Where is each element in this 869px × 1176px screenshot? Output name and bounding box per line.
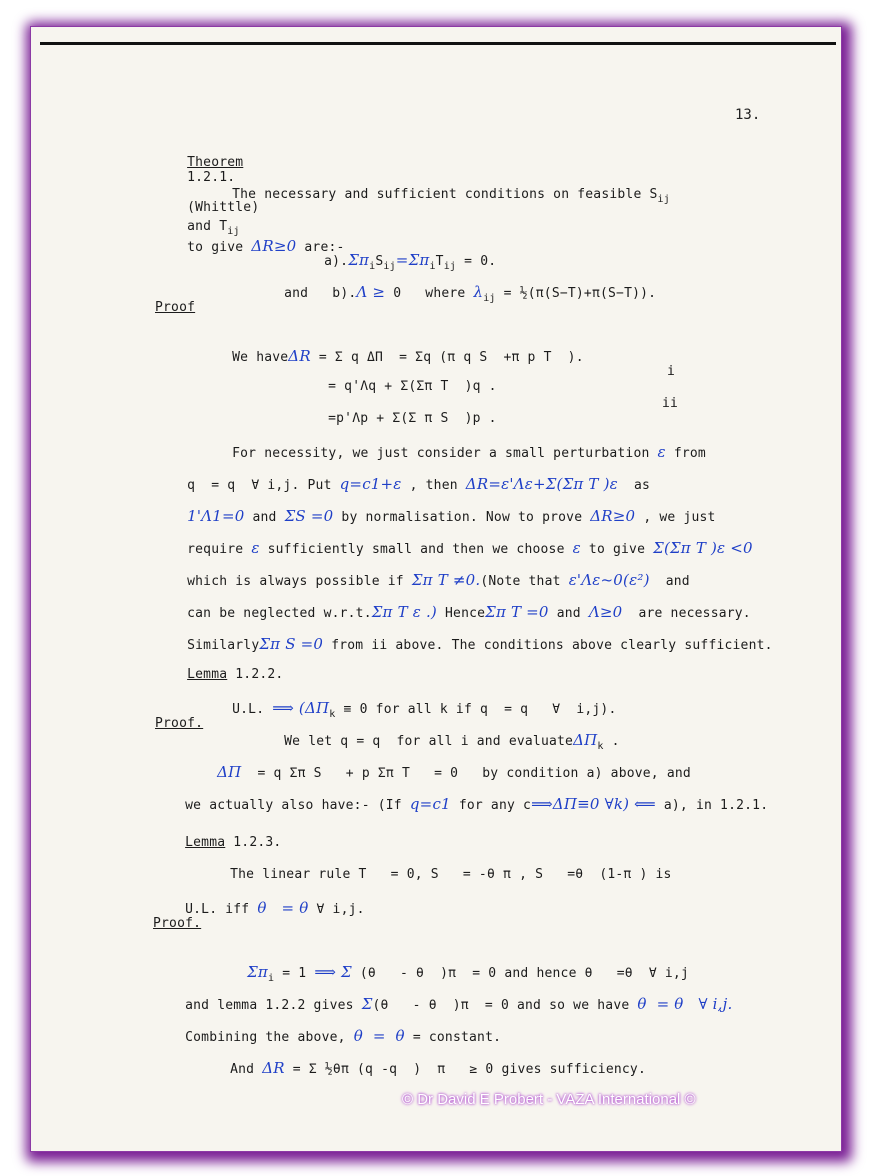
theorem-label: 1.2.1. bbox=[187, 170, 236, 185]
theorem-attribution: (Whittle) bbox=[187, 200, 260, 215]
proof-1-eq-2-tag: i bbox=[667, 364, 676, 379]
proof-1-line-7: SimilarlyΣπ S =0 from ii above. The conditions above clearly sufficient. bbox=[187, 635, 773, 653]
proof-2-line-2: ΔΠ = q Σπ S + p Σπ T = 0 by condition a) above, and bbox=[217, 763, 691, 781]
proof-1-line-4: require ε sufficiently small and then we choose ε to give Σ(Σπ T )ε <0 bbox=[187, 539, 753, 557]
proof-3-line-4: And ΔR = Σ ½θπ (q -q ) π ≥ 0 gives sufficiency. bbox=[230, 1059, 646, 1077]
theorem-intro-line-2: and $T_{ij}$ to give ΔR≥0 are:- bbox=[187, 219, 345, 255]
proof-3-line-1: $\Sigma\pi_i = 1$ ⟹ Σ (θ - θ )π = 0 and hence θ =θ ∀ i,j bbox=[247, 963, 689, 984]
page-number: 13. bbox=[735, 107, 761, 123]
handwritten-delta-r: ΔR≥0 bbox=[251, 237, 297, 255]
proof-2-line-3: we actually also have:- (If q=c1 for any c⟹ΔΠ≡0 ∀k) ⟸ a), in 1.2.1. bbox=[185, 795, 769, 813]
proof-1-line-3: 1'Λ1=0 and ΣS =0 by normalisation. Now to prove ΔR≥0 , we just bbox=[187, 507, 716, 525]
proof-1-line-1: For necessity, we just consider a small perturbation ε from bbox=[232, 443, 706, 461]
proof-1-eq-2: = q'Λq + Σ(Σπ T )q . bbox=[328, 379, 497, 394]
proof-2-heading: Proof. bbox=[155, 716, 204, 731]
proof-3-line-2: and lemma 1.2.2 gives Σ(θ - θ )π = 0 and so we have θ = θ ∀ i,j. bbox=[185, 995, 733, 1013]
lemma-3-line-2: U.L. iff θ = θ ∀ i,j. bbox=[185, 899, 365, 917]
lemma-2-heading-row: Lemma 1.2.2. bbox=[187, 667, 284, 682]
lemma-3-heading-row: Lemma 1.2.3. bbox=[185, 835, 282, 850]
lemma-3-line-1: The linear rule T = 0, S = -θ π , S =θ (1-π ) is bbox=[230, 867, 672, 882]
proof-3-line-3: Combining the above, θ = θ = constant. bbox=[185, 1027, 502, 1045]
condition-b: and b).Λ ≥ 0 where $\lambda_{ij}$ = ½(π(S−T)+π(S−T)). bbox=[284, 283, 657, 304]
proof-1-eq-3: =p'Λp + Σ(Σ π S )p . bbox=[328, 411, 497, 426]
theorem-intro-line-1: The necessary and sufficient conditions on feasible $S_{ij}$ bbox=[232, 187, 670, 205]
document-page bbox=[30, 26, 842, 1152]
condition-a: $a).\Sigma\pi_iS_{ij}=\Sigma\pi_iT_{ij} = 0$. bbox=[324, 251, 497, 272]
proof-1-eq-1: We haveΔR = Σ q ΔΠ = Σq (π q S +π p T ). bbox=[232, 347, 584, 365]
proof-1-line-2: q = q ∀ i,j. Put q=c1+ε , then ΔR=ε'Λε+Σ(Σπ T )ε as bbox=[187, 475, 651, 493]
proof-3-heading: Proof. bbox=[153, 916, 202, 931]
copyright-watermark: © Dr David E Probert - VAZA International © bbox=[402, 1091, 696, 1108]
lemma-2-statement: U.L. ⟹ ($\Delta\Pi_k \equiv 0$ for all k if q = q ∀ i,j). bbox=[232, 699, 617, 720]
proof-2-line-1: We let q = q for all i and evaluateΔΠ$_k$ . bbox=[284, 731, 620, 752]
proof-1-heading: Proof bbox=[155, 300, 196, 315]
top-border-line bbox=[40, 42, 836, 45]
theorem-heading: Theorem bbox=[187, 155, 244, 170]
proof-1-line-6: can be neglected w.r.t.Σπ T ε .) HenceΣπ T =0 and Λ≥0 are necessary. bbox=[187, 603, 751, 621]
proof-1-line-5: which is always possible if Σπ T ≠0.(Note that ε'Λε~0(ε²) and bbox=[187, 571, 690, 589]
proof-1-eq-3-tag: ii bbox=[662, 396, 679, 411]
